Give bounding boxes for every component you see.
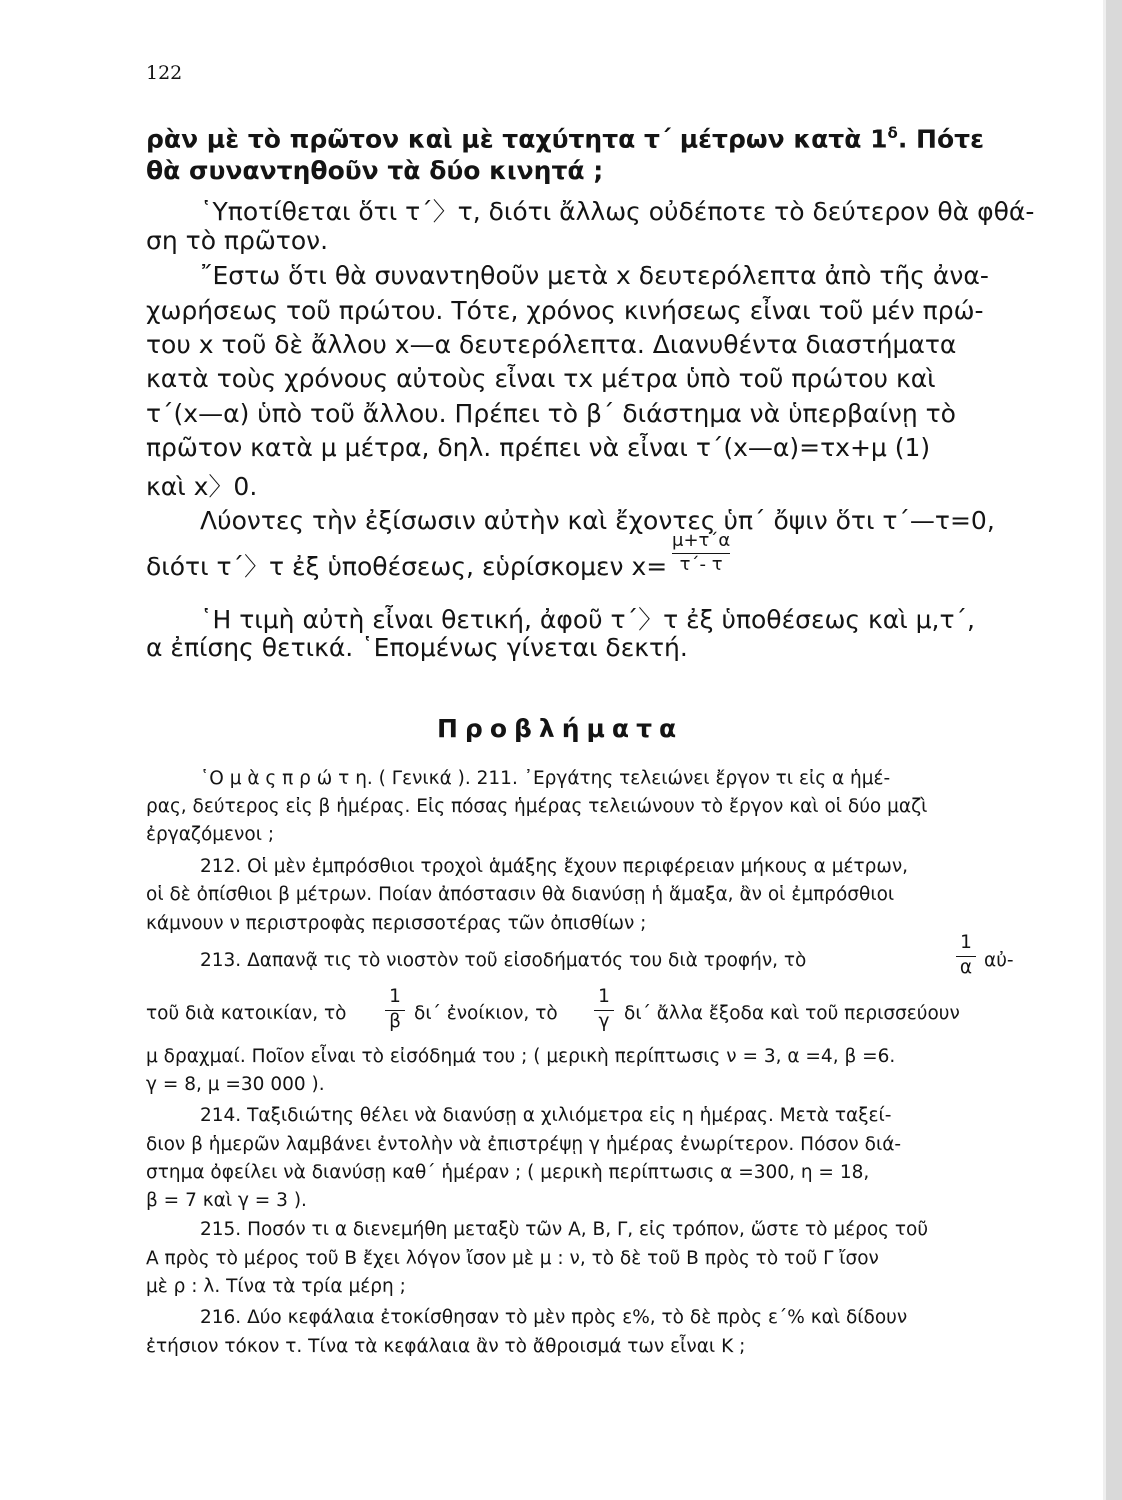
problem-213-line-3: μ δραχμαί. Ποῖον εἶναι τὸ εἰσόδημά του ; ( μερικὴ περίπτωσις ν = 3, α =4, β =6.	[146, 1046, 896, 1067]
intro-line-8: κατὰ τοὺς χρόνους αὐτοὺς εἶναι τx μέτρα ὑπὸ τοῦ πρώτου καὶ	[146, 364, 936, 393]
intro-line-2: θὰ συναντηθοῦν τὰ δύο κινητά ;	[146, 156, 604, 185]
problem-215-line-1: 215. Ποσόν τι α διενεμήθη μεταξὺ τῶν Α, Β, Γ, εἰς τρόπον, ὥστε τὸ μέρος τοῦ	[200, 1219, 929, 1240]
intro-line-13: διότι τ΄〉τ ἐξ ὑποθέσεως, εὑρίσκομεν x=	[146, 552, 668, 581]
problem-213-line-2b: δι΄ ἐνοίκιον, τὸ	[414, 1003, 558, 1024]
problem-212-line-1: 212. Οἱ μὲν ἐμπρόσθιοι τροχοὶ ἁμάξης ἔχουν περιφέρειαν μήκους α μέτρων,	[200, 856, 909, 877]
problem-213-line-4: γ = 8, μ =30 000 ).	[146, 1074, 325, 1095]
problem-211-line-1: ῾Ο μ ὰ ς π ρ ώ τ η. ( Γενικά ). 211. ᾿Εργάτης τελειώνει ἔργον τι εἰς α ἡμέ-	[200, 768, 891, 789]
intro-line-4: ση τὸ πρῶτον.	[146, 226, 329, 255]
problem-215-line-2: Α πρὸς τὸ μέρος τοῦ Β ἔχει λόγον ἴσον μὲ μ : ν, τὸ δὲ τοῦ Β πρὸς τὸ τοῦ Γ ἴσον	[146, 1248, 879, 1269]
problem-215-line-3: μὲ ρ : λ. Τίνα τὰ τρία μέρη ;	[146, 1276, 406, 1297]
page-binding-edge	[1103, 0, 1106, 1500]
section-title: Προβλήματα	[437, 714, 684, 743]
fraction-1-over-beta: 1 β	[385, 988, 405, 1031]
intro-line-3: ῾Υποτίθεται ὅτι τ΄〉τ, διότι ἄλλως οὐδέποτε τὸ δεύτερον θὰ φθά-	[200, 197, 1035, 226]
solution-fraction: μ+τ΄α τ΄- τ	[672, 530, 731, 575]
intro-line-11: καὶ x〉0.	[146, 472, 258, 501]
problem-211-line-3: ἐργαζόμενοι ;	[146, 824, 275, 845]
problem-213-line-2a: τοῦ διὰ κατοικίαν, τὸ	[146, 1003, 347, 1024]
problem-214-line-1: 214. Ταξιδιώτης θέλει νὰ διανύσῃ α χιλιόμετρα εἰς η ἡμέρας. Μετὰ ταξεί-	[200, 1105, 892, 1126]
problem-212-line-3: κάμνουν ν περιστροφὰς περισσοτέρας τῶν ὀπισθίων ;	[146, 913, 647, 934]
intro-line-15: α ἐπίσης θετικά. ῾Επομένως γίνεται δεκτή.	[146, 633, 688, 662]
page-number: 122	[146, 62, 183, 84]
problem-214-line-2: διον β ἡμερῶν λαμβάνει ἐντολὴν νὰ ἐπιστρέψῃ γ ἡμέρας ἐνωρίτερον. Πόσον διά-	[146, 1134, 902, 1155]
problem-214-line-4: β = 7 καὶ γ = 3 ).	[146, 1190, 307, 1211]
fraction-1-over-gamma: 1 γ	[594, 988, 614, 1031]
intro-line-14: ῾Η τιμὴ αὐτὴ εἶναι θετική, ἀφοῦ τ΄〉τ ἐξ ὑποθέσεως καὶ μ,τ΄,	[200, 605, 975, 634]
intro-line-1: ρὰν μὲ τὸ πρῶτον καὶ μὲ ταχύτητα τ΄ μέτρων κατὰ $1^\delta$. Πότε	[146, 124, 985, 154]
intro-line-6: χωρήσεως τοῦ πρώτου. Τότε, χρόνος κινήσεως εἶναι τοῦ μέν πρώ-	[146, 296, 984, 325]
page-binding-shadow	[1106, 0, 1122, 1500]
fraction-1-over-alpha: 1 α	[956, 934, 976, 977]
intro-line-12: Λύοντες τὴν ἐξίσωσιν αὐτὴν καὶ ἔχοντες ὑπ΄ ὄψιν ὅτι τ΄—τ=0,	[200, 506, 995, 535]
problem-213-line-2c: δι΄ ἄλλα ἔξοδα καὶ τοῦ περισσεύουν	[624, 1003, 960, 1024]
problem-214-line-3: στημα ὀφείλει νὰ διανύσῃ καθ΄ ἡμέραν ; ( μερικὴ περίπτωσις α =300, η = 18,	[146, 1162, 870, 1183]
intro-line-9: τ΄(x—α) ὑπὸ τοῦ ἄλλου. Πρέπει τὸ β΄ διάστημα νὰ ὑπερβαίνῃ τὸ	[146, 399, 956, 428]
problem-213-line-1b: αὐ-	[984, 950, 1014, 971]
intro-line-7: του x τοῦ δὲ ἄλλου x—α δευτερόλεπτα. Διανυθέντα διαστήματα	[146, 330, 957, 359]
problem-216-line-2: ἐτήσιον τόκον τ. Τίνα τὰ κεφάλαια ἂν τὸ ἄθροισμά των εἶναι Κ ;	[146, 1336, 746, 1357]
problem-211-line-2: ρας, δεύτερος εἰς β ἡμέρας. Εἰς πόσας ἡμέρας τελειώνουν τὸ ἔργον καὶ οἱ δύο μαζὶ	[146, 796, 928, 817]
intro-line-10: πρῶτον κατὰ μ μέτρα, δηλ. πρέπει νὰ εἶναι τ΄(x—α)=τx+μ (1)	[146, 433, 931, 462]
problem-212-line-2: οἱ δὲ ὀπίσθιοι β μέτρων. Ποίαν ἀπόστασιν θὰ διανύσῃ ἡ ἅμαξα, ἂν οἱ ἐμπρόσθιοι	[146, 884, 895, 905]
problem-213-line-1a: 213. Δαπανᾷ τις τὸ νιοστὸν τοῦ εἰσοδήματός του διὰ τροφήν, τὸ	[200, 950, 807, 971]
intro-line-5: ῎Εστω ὅτι θὰ συναντηθοῦν μετὰ x δευτερόλεπτα ἀπὸ τῆς ἀνα-	[200, 261, 989, 290]
problem-216-line-1: 216. Δύο κεφάλαια ἐτοκίσθησαν τὸ μὲν πρὸς ε%, τὸ δὲ πρὸς ε΄% καὶ δίδουν	[200, 1307, 908, 1328]
